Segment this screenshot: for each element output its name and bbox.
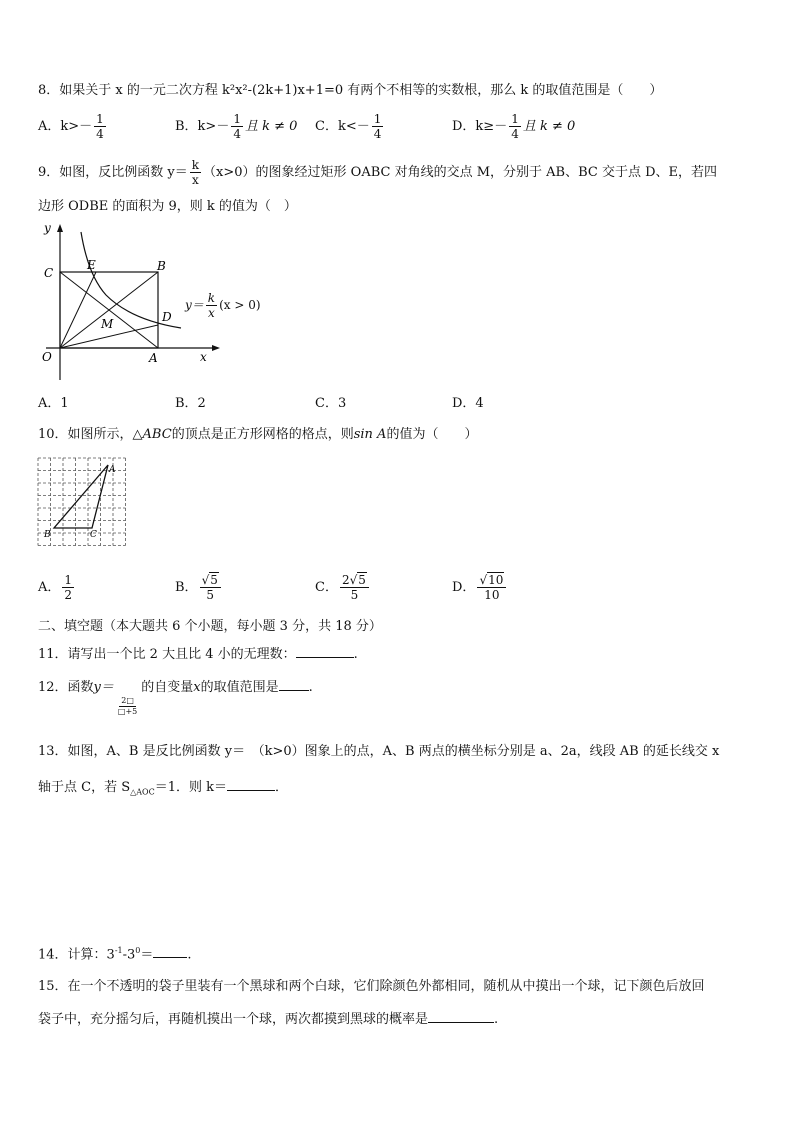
num: 1	[64, 573, 73, 587]
q11-answer-blank[interactable]	[296, 657, 354, 658]
curve-frac	[206, 291, 217, 320]
q8-option-b-label: B．k>－	[175, 119, 230, 134]
q8-option-d	[452, 112, 575, 141]
label-b: B	[44, 530, 51, 540]
q14	[38, 941, 192, 965]
label-b: B	[157, 259, 166, 273]
segment-oe	[60, 272, 96, 348]
q9-stem-line2: 边形 ODBE 的面积为 9，则 k 的值为（ ）	[38, 199, 297, 214]
q9-option-d: D．4	[452, 396, 484, 411]
radical-sign: √	[349, 573, 358, 587]
q11-end: .	[353, 647, 358, 662]
radical-sign: √	[479, 573, 488, 587]
q8-option-c-label: C．k<－	[315, 119, 370, 134]
den: x	[208, 306, 215, 320]
q13-line2-a: 轴于点 C，若 S	[38, 780, 131, 795]
q15-answer-blank[interactable]	[428, 1022, 494, 1023]
num	[477, 573, 506, 588]
den: 5	[350, 588, 359, 602]
label: A．	[38, 580, 61, 595]
q12-y: y＝	[93, 680, 114, 695]
q12-answer-blank[interactable]	[279, 690, 309, 691]
triangle-abc	[54, 465, 108, 528]
q8-stem: 8．如果关于 x 的一元二次方程 k²x²-(2k+1)x+1=0 有两个不相等的实数根，那么 k 的取值范围是（ ）	[38, 83, 663, 98]
q8-option-a-frac	[94, 112, 106, 141]
q10-stem	[38, 425, 477, 445]
q14-end: .	[187, 947, 192, 963]
q14-b: -3	[122, 947, 136, 963]
q9-option-a: A．1	[38, 396, 69, 411]
q10-option-c	[315, 573, 371, 602]
radical-sign: √	[201, 573, 210, 587]
q9-option-c: C．3	[315, 396, 347, 411]
q9-curve-label	[185, 291, 261, 320]
q11-text: 11．请写出一个比 2 大且比 4 小的无理数：	[38, 647, 296, 662]
q8-option-b-tail: 且 k ≠ 0	[244, 119, 298, 134]
den: □+5	[117, 707, 138, 716]
q15-end: .	[494, 1012, 499, 1027]
y-axis-arrow	[57, 224, 63, 232]
label: B．	[175, 580, 198, 595]
label-y: y	[44, 221, 51, 235]
section-2-heading: 二、填空题（本大题共 6 个小题，每小题 3 分，共 18 分）	[38, 619, 382, 634]
frac	[340, 573, 369, 602]
q8-option-a	[38, 112, 108, 141]
label-c: C	[90, 530, 97, 540]
q8-option-d-label: D．k≥－	[452, 119, 508, 134]
num: k	[207, 291, 216, 305]
den: 2	[64, 588, 73, 602]
q8-option-a-label: A．k>－	[38, 119, 93, 134]
q13-line2-b: ＝1．则 k＝	[154, 780, 228, 795]
num: 2□	[121, 696, 134, 705]
q8-option-b	[175, 112, 297, 141]
label-c: C	[44, 266, 54, 280]
num: 1	[511, 112, 519, 126]
q12-a: 12．函数	[38, 680, 94, 695]
q10-option-a	[38, 573, 76, 602]
q10-option-d	[452, 573, 508, 602]
label-a: A	[149, 351, 158, 365]
radicand: 5	[358, 573, 366, 587]
q10-stem-c: 的值为（ ）	[386, 427, 478, 442]
den: 4	[96, 127, 104, 141]
q13-subscript: △AOC	[130, 787, 155, 797]
label-a: A	[109, 465, 116, 475]
q10-stem-b: 的顶点是正方形网格的格点，则	[171, 427, 354, 442]
radicand: 5	[210, 573, 218, 587]
q14-a: 14．计算：3	[38, 947, 115, 963]
label-e: E	[87, 258, 96, 272]
q12-b: 的自变量	[141, 680, 194, 695]
q14-sup2: 0	[135, 946, 141, 955]
num: k	[191, 158, 200, 172]
num	[340, 573, 369, 588]
q13-end: ．	[275, 780, 289, 795]
curve-label-a: y＝	[185, 298, 204, 312]
q13-line2	[38, 778, 288, 803]
radicand: 10	[488, 573, 504, 587]
q8-option-d-tail: 且 k ≠ 0	[522, 119, 576, 134]
den: 5	[206, 588, 215, 602]
q8-option-b-frac	[231, 112, 243, 141]
den: 10	[484, 588, 500, 602]
q12-c: 的取值范围是	[200, 680, 279, 695]
frac	[62, 573, 74, 602]
label-x: x	[200, 350, 207, 364]
num: 1	[233, 112, 241, 126]
num	[200, 573, 221, 588]
q9-stem	[38, 158, 717, 187]
q8-option-c	[315, 112, 385, 141]
q10-option-b	[175, 573, 223, 602]
curve-label-b: (x > 0)	[219, 298, 261, 312]
q9-stem-b: （x>0）的图象经过矩形 OABC 对角线的交点 M，分别于 AB、BC 交于点 D、E，若四	[203, 165, 718, 180]
frac	[200, 573, 221, 602]
num: 1	[96, 112, 104, 126]
label-d: D	[162, 310, 172, 324]
den: 4	[233, 127, 241, 141]
x-axis-arrow	[212, 345, 220, 351]
den: 4	[511, 127, 519, 141]
q14-answer-blank[interactable]	[153, 957, 187, 958]
frac	[477, 573, 506, 602]
q10-stem-tri: △ABC	[132, 427, 172, 442]
q9-stem-a: 9．如图，反比例函数 y＝	[38, 165, 188, 180]
q15-line2	[38, 1010, 498, 1030]
q9-stem-frac	[190, 158, 201, 187]
q13-line1: 13．如图，A、B 是反比例函数 y＝ （k>0）图象上的点，A、B 两点的横坐标分别是 a、2a，线段 AB 的延长线交 x	[38, 744, 720, 759]
num: 1	[373, 112, 382, 126]
label-o: O	[42, 350, 52, 364]
q12-frac	[116, 696, 139, 717]
q12-end: .	[308, 680, 313, 695]
q12	[38, 678, 313, 717]
q15-line1: 15．在一个不透明的袋子里装有一个黑球和两个白球，它们除颜色外都相同，随机从中摸出一个球，记下颜色后放回	[38, 979, 705, 994]
den: 4	[373, 127, 382, 141]
q11	[38, 645, 358, 665]
q15-line2-text: 袋子中，充分摇匀后，再随机摸出一个球，两次都摸到黑球的概率是	[38, 1012, 429, 1027]
coefficient: 2	[341, 573, 350, 587]
q8-option-c-frac	[372, 112, 384, 141]
q10-stem-a: 10．如图所示，	[38, 427, 133, 442]
q8-option-d-frac	[509, 112, 521, 141]
label: C．	[315, 580, 338, 595]
q10-stem-sin: sin A	[353, 427, 387, 442]
q13-answer-blank[interactable]	[227, 790, 275, 791]
q14-sup1: -1	[114, 946, 123, 955]
den: x	[192, 173, 199, 187]
q10-grid-figure	[36, 456, 128, 546]
label-m: M	[101, 317, 114, 331]
label: D．	[452, 580, 476, 595]
q12-x: x	[193, 680, 201, 695]
q9-option-b: B．2	[175, 396, 206, 411]
q14-c: ＝	[140, 947, 154, 963]
